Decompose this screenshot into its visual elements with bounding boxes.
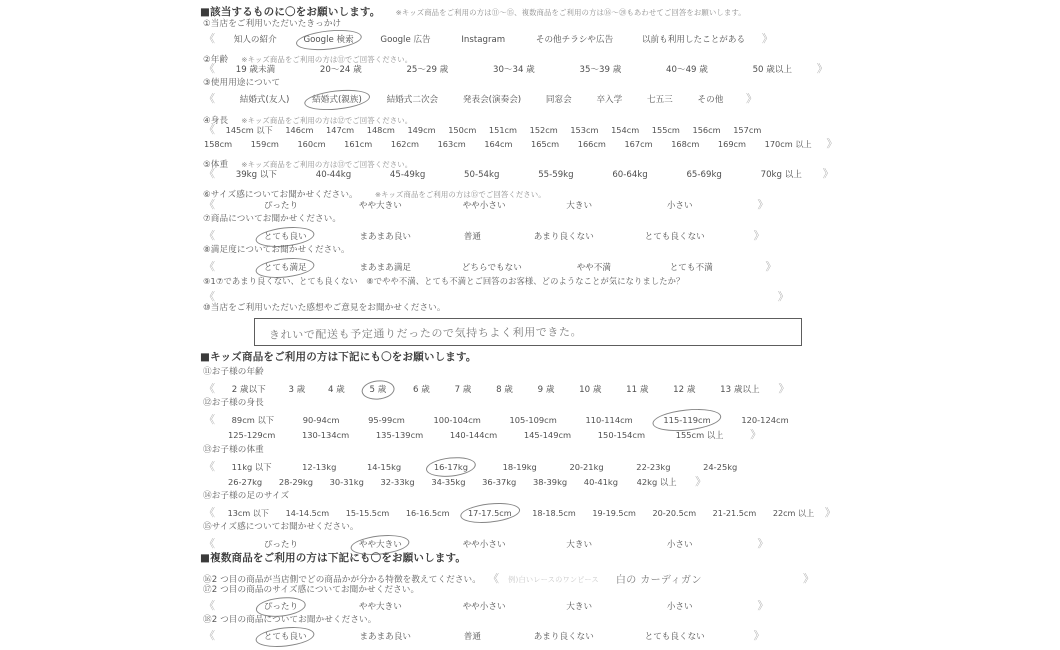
bracket-open-icon: 《 (204, 460, 215, 473)
free-comment-box[interactable] (254, 318, 802, 346)
option-q14-1[interactable]: 14-14.5cm (285, 508, 330, 518)
bracket-close-icon: 》 (777, 290, 789, 303)
option-q4-2[interactable]: 147cm (326, 125, 355, 135)
bracket-close-icon: 》 (757, 537, 769, 550)
option-q13-2[interactable]: 14-15kg (366, 462, 402, 472)
question-label-q16: ⑯2 つ目の商品が当店側でどの商品かが分かる特徴を教えてください。 (203, 575, 481, 585)
option-q4-5[interactable]: 150cm (448, 125, 477, 135)
option-q4-24[interactable]: 169cm (717, 139, 747, 149)
question-note-q6: ※キッズ商品をご利用の方は⑮でご回答ください。 (374, 190, 546, 199)
option-q17-3[interactable]: 大きい (566, 602, 593, 612)
bracket-open-icon: 《 (204, 506, 215, 519)
option-q12-9[interactable]: 130-134cm (301, 430, 350, 440)
bracket-close-icon: 》 (802, 572, 814, 585)
option-q3-2[interactable]: 結婚式二次会 (386, 95, 439, 105)
option-q18-4[interactable]: とても良くない (644, 632, 705, 642)
option-row-q1[interactable] (204, 33, 773, 45)
option-row-q2[interactable] (204, 63, 828, 75)
option-q2-2[interactable]: 25〜29 歳 (406, 65, 449, 75)
option-row-q12-line2[interactable] (204, 429, 761, 440)
option-q12-1[interactable]: 90-94cm (302, 415, 340, 425)
option-q11-6[interactable]: 8 歳 (496, 385, 513, 395)
bracket-open-icon: 《 (204, 382, 215, 395)
question-label-q18: ⑱2 つ目の商品についてお聞かせください。 (203, 615, 377, 625)
option-q12-13[interactable]: 150-154cm (597, 430, 646, 440)
bracket-open-icon: 《 (204, 413, 215, 426)
option-row-q17[interactable] (204, 600, 768, 612)
option-q13-5[interactable]: 20-21kg (569, 462, 604, 472)
option-q8-2[interactable]: どちらでもない (461, 263, 522, 273)
option-q4-1[interactable]: 146cm (285, 125, 314, 135)
option-q14-4[interactable]: 17-17.5cm (468, 508, 512, 518)
option-q4-14[interactable]: 159cm (250, 139, 279, 149)
option-row-q4-line2[interactable] (204, 138, 837, 149)
question-label-q15: ⑮サイズ感についてお聞かせください。 (203, 522, 359, 532)
question-label-q2-text: ②年齢 (203, 55, 229, 65)
option-q12-10[interactable]: 135-139cm (375, 430, 424, 440)
option-q18-2[interactable]: 普通 (463, 632, 481, 642)
option-q4-22[interactable]: 167cm (624, 139, 653, 149)
question-note-q5: ※キッズ商品をご利用の方は⑬でご回答ください。 (241, 160, 413, 169)
option-q3-0[interactable]: 結婚式(友人) (239, 95, 290, 105)
option-q6-0[interactable]: ぴったり (263, 201, 299, 211)
option-q4-16[interactable]: 161cm (344, 139, 373, 149)
option-q5-1[interactable]: 40-44kg (315, 170, 352, 180)
option-q8-4[interactable]: とても不満 (669, 263, 713, 273)
option-row-q5[interactable] (204, 168, 834, 180)
option-q14-2[interactable]: 15-15.5cm (345, 508, 390, 518)
option-q13-3[interactable]: 16-17kg (433, 462, 468, 472)
option-q3-4[interactable]: 同窓会 (545, 95, 572, 105)
option-q15-0[interactable]: ぴったり (263, 540, 299, 550)
bracket-open-icon: 《 (204, 167, 215, 180)
option-q7-2[interactable]: 普通 (463, 232, 481, 242)
question-label-q6-text: ⑥サイズ感についてお聞かせください。 (203, 190, 358, 200)
option-q13-6[interactable]: 22-23kg (636, 462, 671, 472)
option-q13-13[interactable]: 36-37kg (482, 477, 517, 487)
multi-section-heading: ■複数商品をご利用の方は下記にも〇をお願いします。 (200, 552, 467, 564)
option-q15-2[interactable]: やや小さい (462, 540, 506, 550)
option-q4-15[interactable]: 160cm (297, 139, 326, 149)
bracket-open-icon: 《 (204, 92, 215, 105)
option-row-q13-line2[interactable] (204, 476, 706, 487)
option-q11-5[interactable]: 7 歳 (454, 385, 472, 395)
option-q11-11[interactable]: 13 歳以上 (720, 385, 760, 395)
option-q5-0[interactable]: 39kg 以下 (235, 170, 278, 180)
option-q12-12[interactable]: 145-149cm (523, 430, 572, 440)
option-q1-2[interactable]: Google 広告 (380, 35, 431, 45)
bracket-close-icon: 》 (757, 198, 769, 211)
bracket-close-icon: 》 (757, 599, 769, 612)
option-q4-17[interactable]: 162cm (390, 139, 419, 149)
option-q17-1[interactable]: やや大きい (358, 602, 402, 612)
option-q7-1[interactable]: まあまあ良い (359, 232, 412, 242)
option-q4-19[interactable]: 164cm (484, 139, 513, 149)
option-q6-2[interactable]: やや小さい (462, 201, 506, 211)
answer-text-q16[interactable]: 白の カーディガン (615, 575, 702, 586)
main-section-note: ※キッズ商品をご利用の方は⑪〜⑮、複数商品をご利用の方は⑯〜⑳もあわせてご回答をお願いします。 (395, 8, 746, 17)
option-q12-6[interactable]: 115-119cm (663, 415, 711, 425)
option-q6-3[interactable]: 大きい (566, 201, 593, 211)
option-q12-4[interactable]: 105-109cm (509, 415, 557, 425)
option-q4-21[interactable]: 166cm (577, 139, 606, 149)
bracket-open-icon: 《 (204, 629, 215, 642)
option-q4-9[interactable]: 154cm (611, 125, 640, 135)
option-q13-15[interactable]: 40-41kg (583, 477, 618, 487)
option-q4-20[interactable]: 165cm (531, 139, 560, 149)
option-q4-4[interactable]: 149cm (407, 125, 436, 135)
option-q3-5[interactable]: 卒入学 (596, 95, 623, 105)
option-q14-7[interactable]: 20-20.5cm (652, 508, 697, 518)
option-q5-4[interactable]: 55-59kg (538, 170, 574, 180)
question-label-q10: ⑩当店をご利用いただいた感想やご意見をお聞かせください。 (203, 303, 446, 313)
page-right-margin (820, 0, 1060, 640)
bracket-close-icon: 》 (816, 62, 828, 75)
question-label-q13: ⑬お子様の体重 (203, 445, 264, 455)
option-q13-12[interactable]: 34-35kg (431, 477, 466, 487)
option-q3-3[interactable]: 発表会(演奏会) (462, 95, 522, 105)
option-q2-3[interactable]: 30〜34 歳 (492, 65, 535, 75)
option-q12-7[interactable]: 120-124cm (741, 415, 789, 425)
option-q13-9[interactable]: 28-29kg (278, 477, 314, 487)
option-q14-8[interactable]: 21-21.5cm (712, 508, 757, 518)
option-q15-3[interactable]: 大きい (566, 540, 593, 550)
option-q14-5[interactable]: 18-18.5cm (532, 508, 576, 518)
option-q12-2[interactable]: 95-99cm (368, 415, 405, 425)
option-q1-3[interactable]: Instagram (461, 35, 506, 45)
question-label-q9: ⑨1⑦であまり良くない、とても良くない ⑧でやや不満、とても不満とご回答のお客様、どのようなことが気になりましたか？ (203, 276, 685, 286)
bracket-open-icon: 《 (204, 229, 215, 242)
option-q5-6[interactable]: 65-69kg (686, 170, 722, 180)
option-q5-2[interactable]: 45-49kg (389, 170, 426, 180)
option-q18-1[interactable]: まあまあ良い (359, 632, 412, 642)
option-row-q4-line1[interactable] (204, 124, 761, 135)
option-row-q14[interactable] (204, 507, 836, 518)
option-q12-8[interactable]: 125-129cm (228, 430, 276, 440)
question-label-q8: ⑧満足度についてお聞かせください。 (203, 245, 350, 255)
option-q11-7[interactable]: 9 歳 (537, 385, 555, 395)
option-q17-2[interactable]: やや小さい (462, 602, 506, 612)
option-q4-13[interactable]: 158cm (204, 139, 233, 149)
bracket-close-icon: 》 (753, 629, 765, 642)
bracket-open-icon: 《 (204, 32, 215, 45)
answer-placeholder-q16: 例)白いレースのワンピース (508, 575, 599, 584)
bracket-open-icon: 《 (204, 599, 215, 612)
bracket-open-icon: 《 (204, 62, 215, 75)
option-q4-7[interactable]: 152cm (529, 125, 558, 135)
option-q2-0[interactable]: 19 歳未満 (235, 65, 276, 75)
option-q1-1[interactable]: Google 検索 (303, 35, 354, 45)
question-label-q4-text: ④身長 (203, 116, 229, 126)
option-q11-8[interactable]: 10 歳 (579, 385, 602, 395)
option-row-q11[interactable] (204, 383, 789, 395)
option-q1-5[interactable]: 以前も利用したことがある (641, 35, 746, 45)
option-q13-7[interactable]: 24-25kg (703, 462, 738, 472)
option-q2-5[interactable]: 40〜49 歳 (666, 65, 708, 75)
option-q13-10[interactable]: 30-31kg (329, 477, 364, 487)
option-q11-0[interactable]: 2 歳以下 (231, 385, 266, 395)
option-q4-10[interactable]: 155cm (651, 125, 680, 135)
bracket-close-icon: 》 (826, 137, 838, 150)
option-q1-4[interactable]: その他チラシや広告 (535, 35, 614, 45)
option-q4-11[interactable]: 156cm (692, 125, 721, 135)
option-q11-10[interactable]: 12 歳 (673, 385, 696, 395)
question-label-q14: ⑭お子様の足のサイズ (203, 491, 290, 501)
option-q3-1[interactable]: 結婚式(親族) (312, 95, 362, 105)
option-row-q13-line1[interactable] (204, 461, 737, 472)
answer-row-q9[interactable] (204, 291, 789, 303)
option-q14-3[interactable]: 16-16.5cm (405, 508, 450, 518)
option-q14-9[interactable]: 22cm 以上 (772, 508, 815, 518)
bracket-close-icon: 》 (750, 428, 762, 441)
option-q2-1[interactable]: 20〜24 歳 (319, 65, 362, 75)
bracket-close-icon: 》 (824, 506, 836, 519)
option-q8-0[interactable]: とても満足 (263, 263, 307, 273)
option-row-q6[interactable] (204, 199, 768, 211)
option-q15-4[interactable]: 小さい (666, 540, 693, 550)
kids-section-heading: ■キッズ商品をご利用の方は下記にも〇をお願いします。 (200, 351, 477, 363)
bracket-open-icon: 《 (204, 198, 215, 211)
option-q3-7[interactable]: その他 (697, 95, 724, 105)
question-row-q16[interactable] (203, 569, 814, 585)
option-q11-9[interactable]: 11 歳 (626, 385, 649, 395)
question-label-q11: ⑪お子様の年齢 (203, 367, 264, 377)
option-q12-11[interactable]: 140-144cm (449, 430, 498, 440)
option-q11-2[interactable]: 4 歳 (327, 385, 345, 395)
option-q2-4[interactable]: 35〜39 歳 (579, 65, 622, 75)
option-q4-6[interactable]: 151cm (488, 125, 518, 135)
bracket-open-icon: 《 (204, 290, 215, 303)
bracket-close-icon: 》 (778, 382, 790, 395)
option-q5-5[interactable]: 60-64kg (612, 170, 648, 180)
bracket-close-icon: 》 (753, 229, 765, 242)
option-q12-3[interactable]: 100-104cm (433, 415, 481, 425)
option-q15-1[interactable]: やや大きい (358, 540, 402, 550)
option-row-q7[interactable] (204, 230, 765, 242)
option-q11-4[interactable]: 6 歳 (413, 385, 430, 395)
question-label-q3: ③使用用途について (203, 78, 281, 88)
option-row-q8[interactable] (204, 261, 776, 273)
option-q18-3[interactable]: あまり良くない (533, 632, 594, 642)
question-label-q12: ⑫お子様の身長 (203, 398, 264, 408)
option-q7-4[interactable]: とても良くない (644, 232, 705, 242)
option-q13-1[interactable]: 12-13kg (302, 462, 337, 472)
option-q18-0[interactable]: とても良い (263, 632, 307, 642)
option-q3-6[interactable]: 七五三 (646, 95, 673, 105)
question-label-q7: ⑦商品についてお聞かせください。 (203, 214, 342, 224)
option-q12-5[interactable]: 110-114cm (585, 415, 633, 425)
option-q5-7[interactable]: 70kg 以上 (760, 170, 802, 180)
question-label-q6 (203, 184, 546, 200)
option-q6-1[interactable]: やや大きい (358, 201, 402, 211)
option-q13-11[interactable]: 32-33kg (380, 477, 415, 487)
option-q5-3[interactable]: 50-54kg (464, 170, 500, 180)
option-q13-0[interactable]: 11kg 以下 (231, 462, 272, 472)
option-q8-1[interactable]: まあまあ満足 (359, 263, 412, 273)
bracket-close-icon: 》 (822, 167, 834, 180)
question-note-q4: ※キッズ商品をご利用の方は⑫でご回答ください。 (241, 116, 413, 125)
option-q13-16[interactable]: 42kg 以上 (636, 477, 677, 487)
bracket-open-icon: 《 (204, 123, 215, 136)
bracket-close-icon: 》 (695, 475, 707, 488)
option-q4-3[interactable]: 148cm (366, 125, 395, 135)
option-q13-8[interactable]: 26-27kg (228, 477, 263, 487)
option-q17-4[interactable]: 小さい (666, 602, 693, 612)
bracket-close-icon: 》 (765, 260, 777, 273)
bracket-open-icon: 《 (488, 572, 500, 585)
option-q13-4[interactable]: 18-19kg (502, 462, 537, 472)
option-q4-23[interactable]: 168cm (671, 139, 700, 149)
option-q14-6[interactable]: 19-19.5cm (592, 508, 636, 518)
bracket-open-icon: 《 (204, 260, 215, 273)
question-label-q1: ①当店をご利用いただいたきっかけ (203, 19, 342, 29)
option-q4-8[interactable]: 153cm (570, 125, 599, 135)
page-left-margin (0, 0, 196, 640)
option-q2-6[interactable]: 50 歳以上 (752, 65, 793, 75)
option-q4-25[interactable]: 170cm 以上 (764, 139, 812, 149)
option-q4-12[interactable]: 157cm (733, 125, 762, 135)
option-q11-3[interactable]: 5 歳 (369, 385, 387, 395)
option-q4-18[interactable]: 163cm (437, 139, 466, 149)
option-q12-14[interactable]: 155cm 以上 (675, 430, 724, 440)
option-row-q12-line1[interactable] (204, 414, 789, 425)
option-q8-3[interactable]: やや不満 (576, 263, 611, 273)
option-q14-0[interactable]: 13cm 以下 (227, 508, 269, 518)
option-q7-0[interactable]: とても良い (263, 232, 307, 242)
main-section-header (200, 2, 746, 18)
option-q13-14[interactable]: 38-39kg (532, 477, 568, 487)
bracket-close-icon: 》 (761, 32, 773, 45)
option-q17-0[interactable]: ぴったり (263, 602, 299, 612)
question-label-q5-text: ⑤体重 (203, 160, 229, 170)
option-q6-4[interactable]: 小さい (666, 201, 693, 211)
option-row-q3[interactable] (204, 93, 757, 105)
main-section-heading: ■該当するものに〇をお願いします。 (200, 6, 381, 18)
option-q12-0[interactable]: 89cm 以下 (231, 415, 275, 425)
option-q11-1[interactable]: 3 歳 (288, 385, 306, 395)
question-label-q17: ⑰2 つ目の商品のサイズ感についてお聞かせください。 (203, 585, 420, 595)
answer-text-q10[interactable]: きれいで配送も予定通りだったので気持ちよく利用できた。 (268, 325, 583, 342)
option-row-q15[interactable] (204, 538, 768, 550)
option-q7-3[interactable]: あまり良くない (533, 232, 594, 242)
bracket-open-icon: 《 (204, 537, 215, 550)
question-note-q2: ※キッズ商品をご利用の方は⑪でご回答ください。 (241, 55, 413, 64)
bracket-close-icon: 》 (746, 92, 758, 105)
option-q1-0[interactable]: 知人の紹介 (233, 35, 277, 45)
option-q4-0[interactable]: 145cm 以下 (225, 125, 273, 135)
